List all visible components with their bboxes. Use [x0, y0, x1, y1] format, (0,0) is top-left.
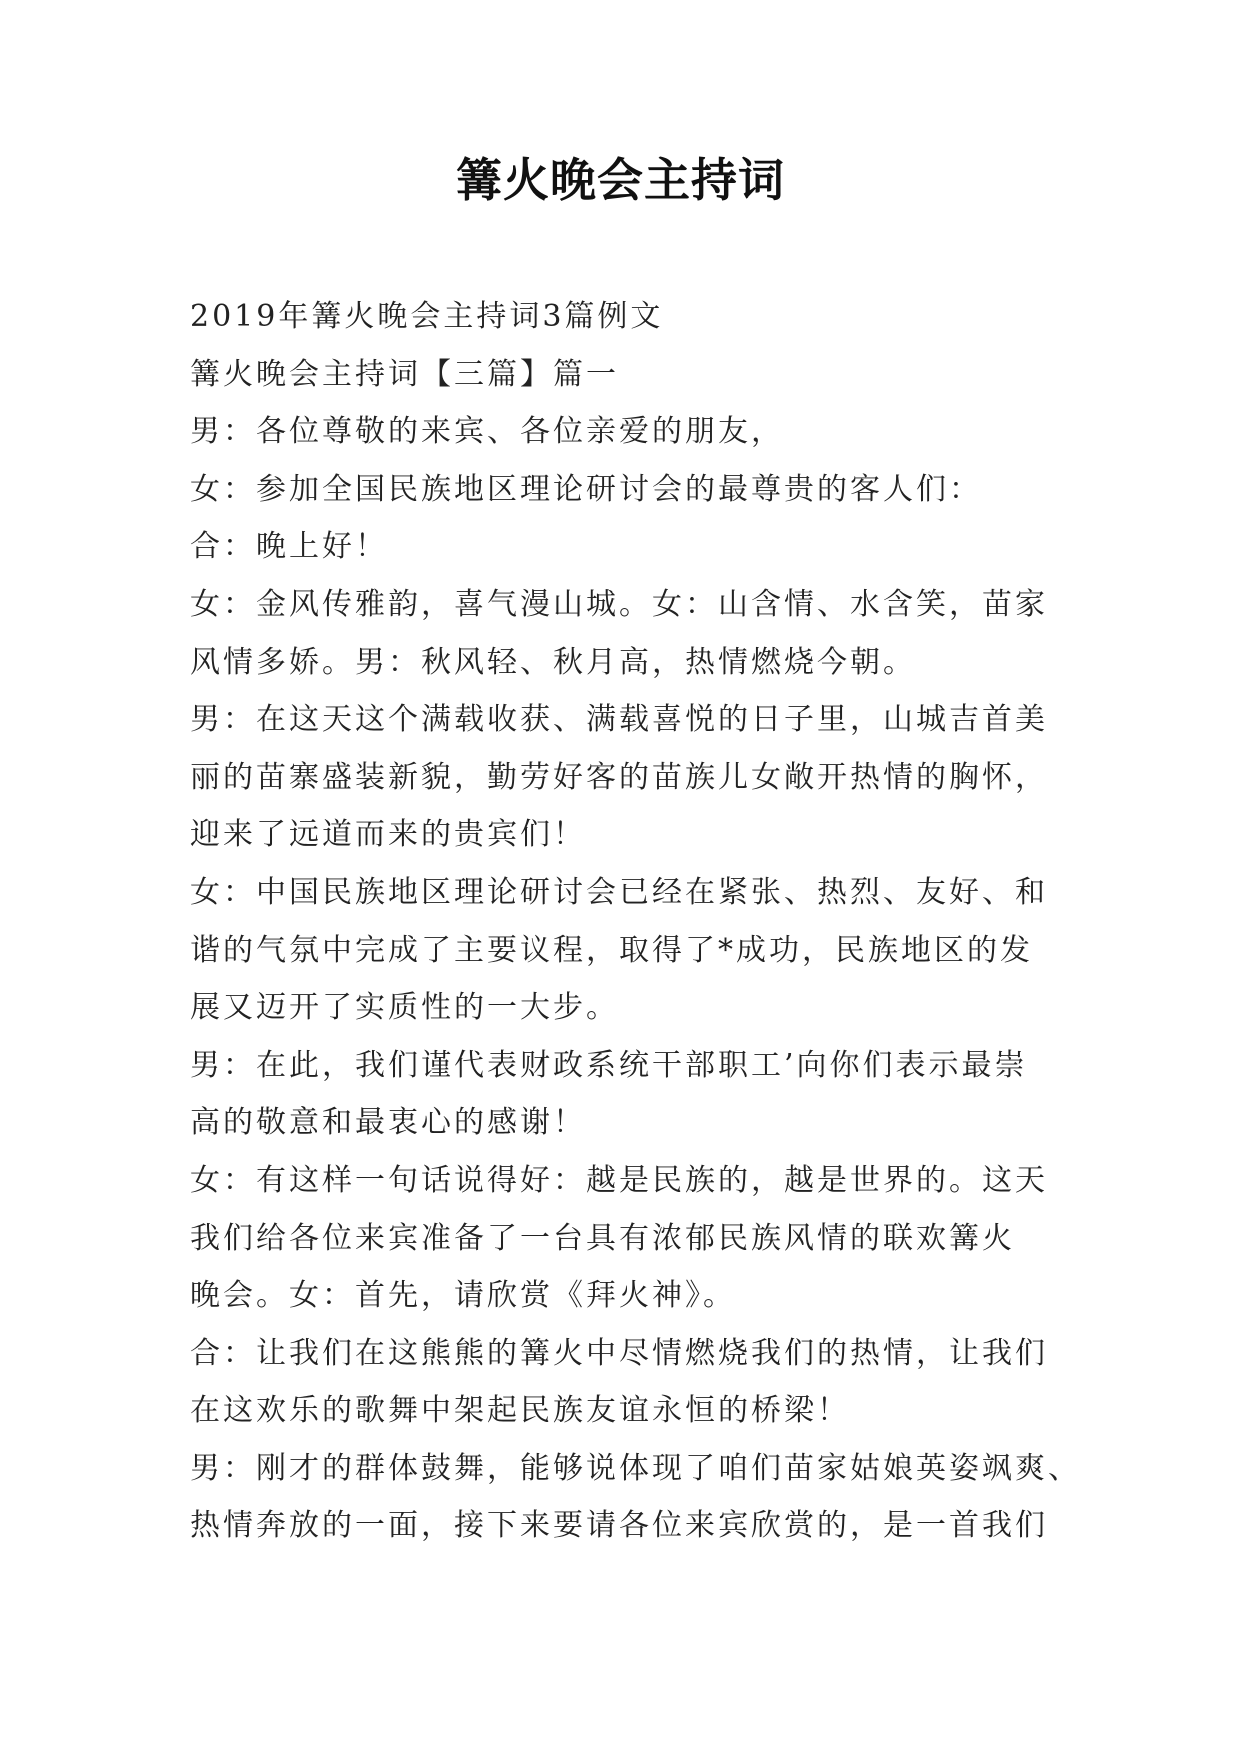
paragraph: 2019年篝火晚会主持词3篇例文 — [190, 299, 664, 334]
paragraph: 篝火晚会主持词【三篇】篇一 — [190, 356, 619, 392]
paragraph: 女：有这样一句话说得好：越是民族的，越是世界的。这天 — [190, 1162, 1048, 1198]
paragraph: 男：刚才的群体鼓舞，能够说体现了咱们苗家姑娘英姿飒爽、 — [190, 1450, 1081, 1486]
paragraph: 我们给各位来宾准备了一台具有浓郁民族风情的联欢篝火 — [190, 1220, 1015, 1256]
paragraph: 风情多娇。男：秋风轻、秋月高，热情燃烧今朝。 — [190, 644, 916, 680]
paragraph: 丽的苗寨盛装新貌，勤劳好客的苗族儿女敞开热情的胸怀， — [190, 759, 1048, 795]
paragraph: 男：在此，我们谨代表财政系统干部职工’向你们表示最崇 — [190, 1047, 1028, 1083]
paragraph: 高的敬意和最衷心的感谢！ — [190, 1105, 586, 1141]
paragraph: 热情奔放的一面，接下来要请各位来宾欣赏的，是一首我们 — [190, 1508, 1048, 1544]
paragraph: 晚会。女：首先，请欣赏《拜火神》。 — [190, 1278, 736, 1314]
paragraph: 女：中国民族地区理论研讨会已经在紧张、热烈、友好、和 — [190, 874, 1048, 910]
paragraph: 合：晚上好！ — [190, 529, 388, 565]
document-body — [190, 288, 1081, 1555]
paragraph: 女：金风传雅韵，喜气漫山城。女：山含情、水含笑，苗家 — [190, 586, 1048, 622]
paragraph: 男：各位尊敬的来宾、各位亲爱的朋友， — [190, 414, 784, 450]
paragraph: 女：参加全国民族地区理论研讨会的最尊贵的客人们： — [190, 471, 982, 507]
paragraph: 男：在这天这个满载收获、满载喜悦的日子里，山城吉首美 — [190, 702, 1048, 738]
paragraph: 合：让我们在这熊熊的篝火中尽情燃烧我们的热情，让我们 — [190, 1335, 1048, 1371]
paragraph: 谐的气氛中完成了主要议程，取得了*成功，民族地区的发 — [190, 932, 1033, 968]
paragraph: 在这欢乐的歌舞中架起民族友谊永恒的桥梁！ — [190, 1393, 850, 1429]
paragraph: 展又迈开了实质性的一大步。 — [190, 990, 619, 1026]
document-title: 篝火晚会主持词 — [456, 153, 785, 207]
paragraph: 迎来了远道而来的贵宾们！ — [190, 817, 586, 853]
